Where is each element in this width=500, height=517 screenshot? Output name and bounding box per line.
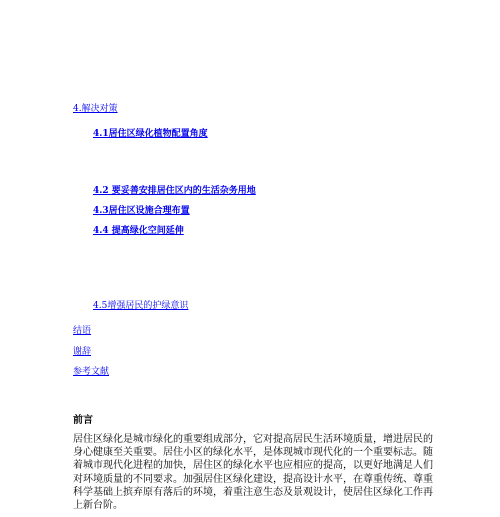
toc-link-references[interactable]: 参考文献 <box>73 367 110 377</box>
toc-link-4-1[interactable]: 4.1居住区绿化植物配置角度 <box>93 129 208 139</box>
toc-link-4-4[interactable]: 4.4 提高绿化空间延伸 <box>93 226 184 236</box>
toc-link-acknowledgements[interactable]: 谢辞 <box>73 347 92 357</box>
toc-link-4-2[interactable]: 4.2 要妥善安排居住区内的生活杂务用地 <box>93 186 256 196</box>
toc-link-conclusion[interactable]: 结语 <box>73 326 92 336</box>
preface-paragraph: 居住区绿化是城市绿化的重要组成部分，它对提高居民生活环境质量，增进居民的身心健康至关重要。居住小区的绿化水平，是体现城市现代化的一个重要标志。随着城市现代化进程的加快，居住区的绿化水平也应相应的提高，以更好地满足人们对环境质量的不同要求。加强居住区绿化建设，提高设计水平，在尊重传统、尊重科学基础上摈弃原有落后的环境，着重注意生态及景观设计，使居住区绿化工作再上新台阶。 <box>73 434 433 512</box>
preface-heading: 前言 <box>73 415 93 426</box>
toc-link-4[interactable]: 4.解决对策 <box>73 104 118 114</box>
toc-link-4-5[interactable]: 4.5增强居民的护绿意识 <box>93 301 189 311</box>
toc-link-4-3[interactable]: 4.3居住区设施合理布置 <box>93 206 190 216</box>
